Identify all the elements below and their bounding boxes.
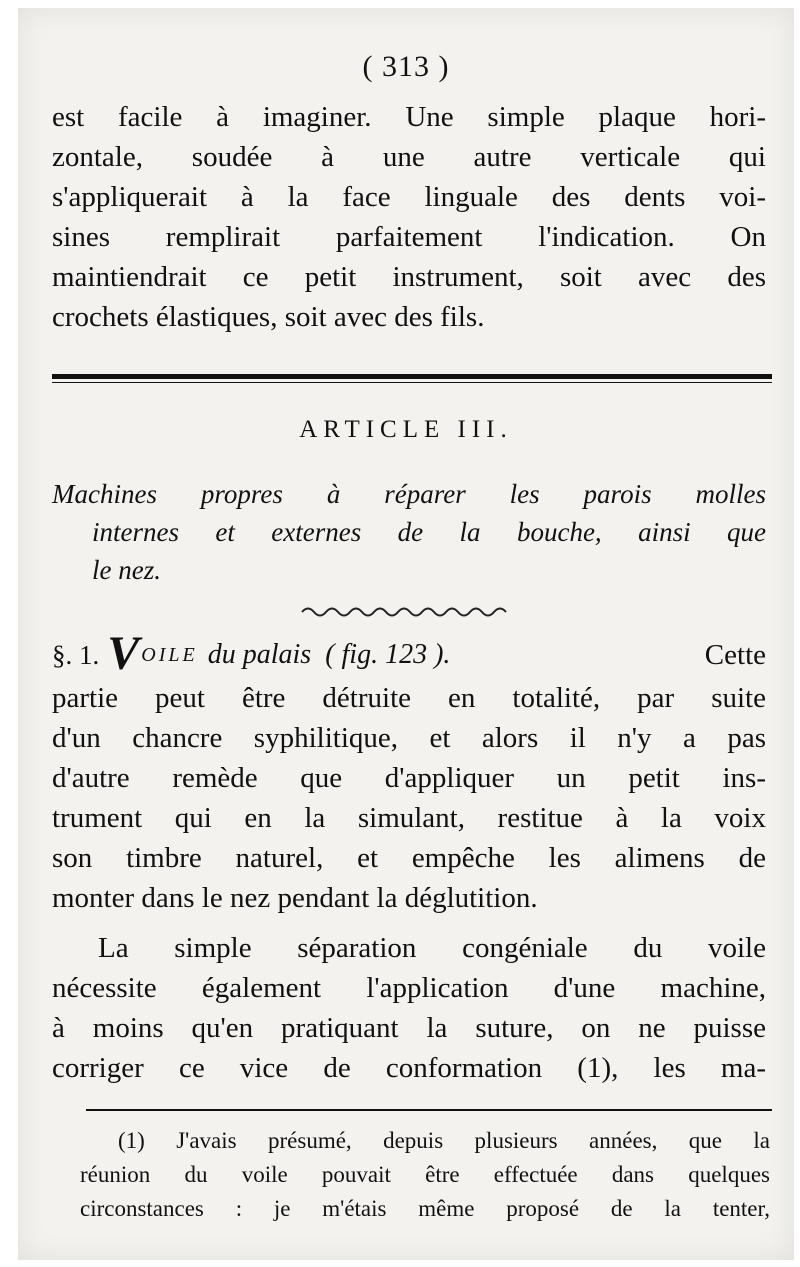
text-line: monter dans le nez pendant la déglutition.	[52, 882, 538, 914]
page-number: ( 313 )	[362, 50, 450, 83]
section-title: du palais	[207, 639, 312, 670]
text-line: trument qui en la simulant, restitue à la voix	[52, 802, 766, 834]
text-line: d'autre remède que d'appliquer un petit ins-	[52, 762, 766, 794]
text-line: est facile à imaginer. Une simple plaque hori-	[52, 101, 766, 133]
subtitle-line: internes et externes de la bouche, ainsi que	[92, 517, 766, 547]
footnote-divider	[86, 1109, 772, 1111]
section-heading-line	[52, 627, 766, 680]
subtitle-line: Machines propres à réparer les parois molles	[52, 479, 766, 509]
text-line: crochets élastiques, soit avec des fils.	[52, 301, 485, 333]
subtitle-line: le nez.	[92, 555, 161, 585]
section-divider	[52, 374, 772, 383]
text-line: maintiendrait ce petit instrument, soit avec des	[52, 261, 766, 293]
footnote-line: réunion du voile pouvait être effectuée dans quelques	[80, 1162, 770, 1187]
text-line: La simple séparation congéniale du voile	[98, 932, 766, 964]
text-line: nécessite également l'application d'une machine,	[52, 972, 766, 1004]
drop-letter: V	[107, 627, 140, 680]
text-line: à moins qu'en pratiquant la suture, on ne puisse	[52, 1012, 766, 1044]
section-prefix: §. 1.	[52, 640, 100, 670]
text-line: s'appliquerait à la face linguale des dents voi-	[52, 181, 766, 213]
text-word: Cette	[704, 639, 766, 671]
footnote-line: (1) J'avais présumé, depuis plusieurs années, que la	[118, 1128, 770, 1153]
book-page	[18, 8, 794, 1260]
article-heading: ARTICLE III.	[299, 416, 513, 443]
text-line: sines remplirait parfaitement l'indication. On	[52, 221, 766, 253]
footnote-line: circonstances : je m'étais même proposé de la tenter,	[80, 1196, 770, 1221]
figure-reference: ( fig. 123 ).	[325, 639, 451, 670]
ornament-divider	[300, 604, 508, 618]
text-line: zontale, soudée à une autre verticale qui	[52, 141, 766, 173]
text-line: d'un chancre syphilitique, et alors il n'y a pas	[52, 722, 766, 754]
text-line: corriger ce vice de conformation (1), les ma-	[52, 1052, 766, 1084]
text-line: son timbre naturel, et empêche les alimens de	[52, 842, 766, 874]
text-line: partie peut être détruite en totalité, par suite	[52, 682, 766, 714]
small-caps-word: OILE	[141, 644, 198, 666]
